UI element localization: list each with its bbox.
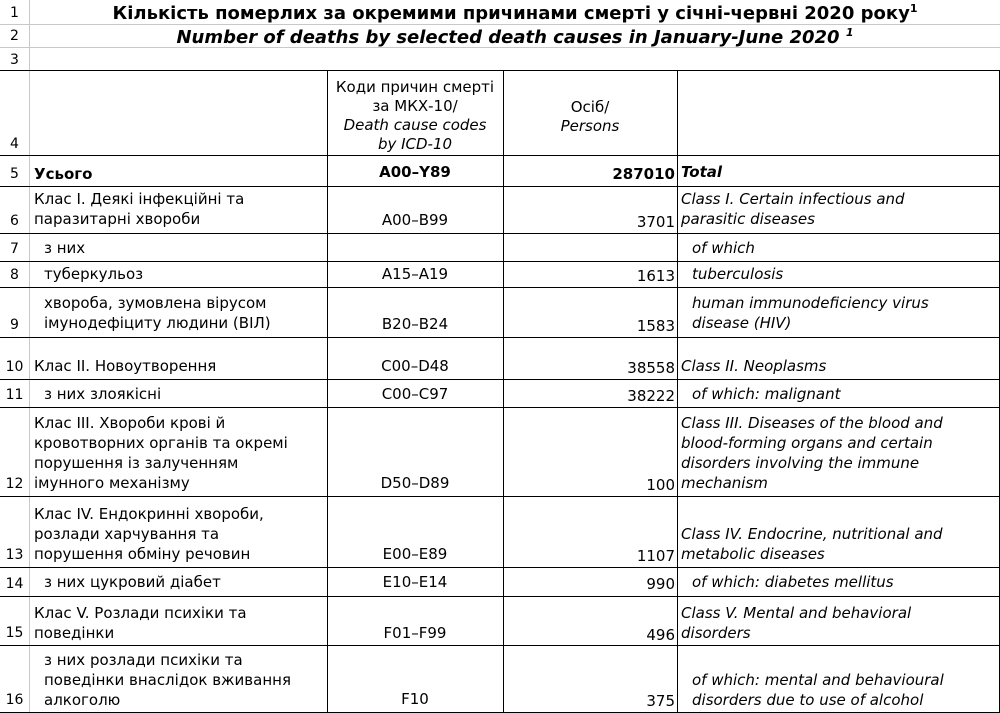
cause-code: C00–C97 [381,385,449,403]
row-number: 9 [10,317,19,333]
header-codes: Коди причин смерті за МКХ-10/ Death cause codes by ICD-10 [335,78,495,153]
cause-value: 38222 [627,387,675,405]
cause-code: E10–E14 [382,573,448,591]
row-number: 4 [10,136,19,152]
row-number: 1 [10,5,19,21]
cause-label-en: of which: malignant [692,385,841,403]
cause-label-ua: хвороба, зумовлена вірусом імунодефіциту людини (ВІЛ) [44,294,271,332]
cause-label-ua: з них цукровий діабет [44,573,221,591]
row-number: 5 [10,166,19,182]
row-number: 11 [5,387,24,403]
cause-label-en: human immunodeficiency virus disease (HIV) [692,294,929,332]
cause-value: 496 [646,626,675,644]
cause-label-ua: з них злоякісні [44,385,162,403]
total-label-en: Total [681,163,723,181]
cause-value: 38558 [627,359,675,377]
title-en: Number of deaths by selected death causes in January-June 2020 $^1$ [176,26,854,48]
row-number: 15 [5,625,24,641]
cause-value: 1613 [636,267,675,285]
cause-label-ua: туберкульоз [44,265,144,283]
total-value: 287010 [612,165,675,183]
row-number: 7 [10,241,19,257]
row-number: 10 [5,359,24,375]
header-persons: Осіб/ Persons [560,98,620,135]
total-label-ua: Усього [34,165,93,183]
cause-label-ua: Клас II. Новоутворення [34,357,217,375]
cause-label-ua: Клас III. Хвороби крові й кровотворних органів та окремі порушення із залученням імунного механізму [34,414,288,492]
cause-value: 3701 [636,213,675,231]
cause-label-en: of which [692,239,755,257]
cause-code: D50–D89 [380,474,450,492]
cause-label-ua: з них розлади психіки та поведінки внаслідок вживання алкоголю [44,651,291,709]
row-number: 2 [10,28,19,44]
cause-code: E00–E89 [382,545,448,563]
cause-code: F10 [401,690,429,708]
cause-label-en: of which: diabetes mellitus [692,573,894,591]
cause-value: 1583 [636,317,675,335]
row-number: 8 [10,267,19,283]
cause-code: B20–B24 [381,315,449,333]
cause-label-ua: Клас IV. Ендокринні хвороби, розлади харчування та порушення обміну речовин [34,505,264,563]
cause-code: A00–B99 [381,211,449,229]
cause-label-en: Class V. Mental and behavioral disorders [681,604,912,642]
cause-code: F01–F99 [383,624,447,642]
row-number: 6 [10,213,19,229]
cause-value: 375 [646,692,675,710]
total-code: A00–Y89 [379,163,451,181]
cause-label-en: Class III. Diseases of the blood and blood-forming organs and certain disorders involving the immune mechanism [681,414,943,492]
cause-label-ua: Клас V. Розлади психіки та поведінки [34,604,247,642]
cause-label-ua: з них [44,239,86,257]
cause-code: C00–D48 [381,357,449,375]
row-number: 14 [5,576,24,592]
cause-value: 990 [646,575,675,593]
cause-label-en: tuberculosis [692,265,784,283]
row-number: 13 [5,547,24,563]
cause-label-en: Class I. Certain infectious and parasitic diseases [681,190,905,228]
cause-label-en: of which: mental and behavioural disorders due to use of alcohol [692,671,944,709]
cause-label-en: Class II. Neoplasms [681,357,827,375]
row-number: 12 [5,476,24,492]
row-number: 3 [10,52,19,68]
cause-label-ua: Клас I. Деякі інфекційні та паразитарні хвороби [34,190,245,228]
row-number: 16 [5,692,24,708]
cause-code: A15–A19 [381,265,449,283]
title-ua: Кількість померлих за окремими причинами смерті у січні-червні 2020 року$^1$ [112,2,918,24]
cause-value: 100 [646,476,675,494]
cause-value: 1107 [636,547,675,565]
cause-label-en: Class IV. Endocrine, nutritional and metabolic diseases [681,525,943,563]
